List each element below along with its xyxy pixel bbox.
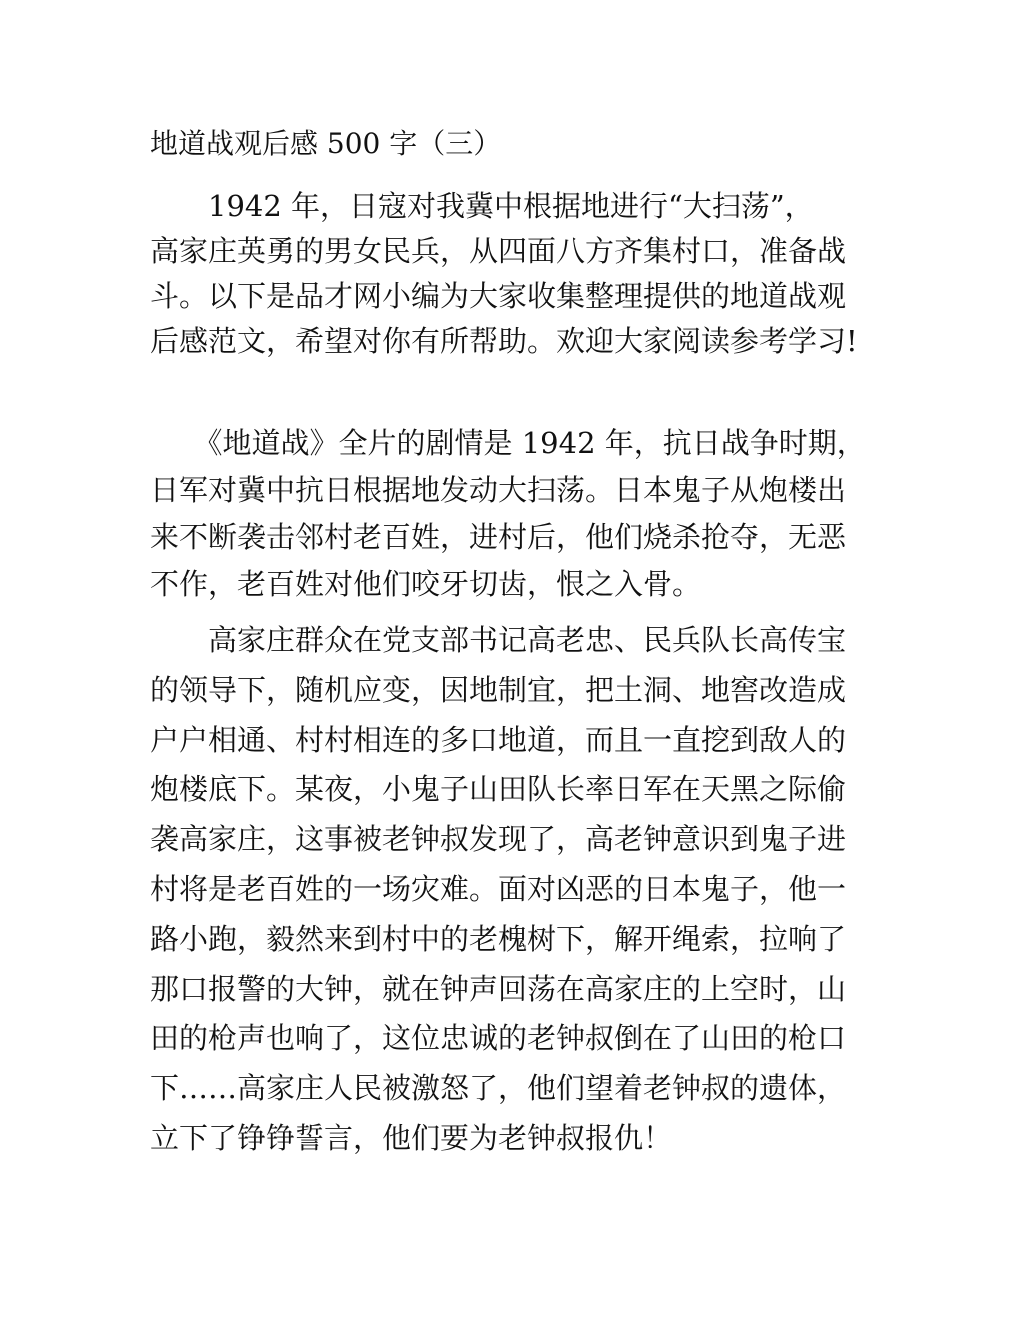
text-line: 村将是老百姓的一场灾难。面对凶恶的日本鬼子，他一 — [150, 871, 847, 906]
text-line: 斗。以下是品才网小编为大家收集整理提供的地道战观 — [150, 279, 847, 313]
text-line: 田的枪声也响了，这位忠诚的老钟叔倒在了山田的枪口 — [150, 1021, 847, 1056]
text-line: 的领导下，随机应变，因地制宜，把土洞、地窖改造成 — [150, 672, 847, 707]
paragraph-plot — [150, 420, 866, 608]
text-line: 来不断袭击邻村老百姓，进村后，他们烧杀抢夺，无恶 — [150, 520, 847, 554]
text-line: 那口报警的大钟，就在钟声回荡在高家庄的上空时，山 — [150, 971, 847, 1006]
paragraph-intro — [150, 184, 858, 364]
text-line: 日军对冀中抗日根据地发动大扫荡。日本鬼子从炮楼出 — [150, 473, 847, 507]
text-line: 《地道战》全片的剧情是 1942 年，抗日战争时期， — [150, 426, 866, 460]
text-line: 路小跑，毅然来到村中的老槐树下，解开绳索，拉响了 — [150, 921, 847, 956]
text-line: 高家庄英勇的男女民兵，从四面八方齐集村口，准备战 — [150, 234, 847, 268]
text-line: 户户相通、村村相连的多口地道，而且一直挖到敌人的 — [150, 722, 847, 757]
text-line: 后感范文，希望对你有所帮助。欢迎大家阅读参考学习! — [150, 324, 858, 358]
text-line: 立下了铮铮誓言，他们要为老钟叔报仇！ — [150, 1120, 673, 1155]
text-line: 1942 年，日寇对我冀中根据地进行“大扫荡”， — [150, 189, 814, 223]
document-title: 地道战观后感 500 字（三） — [150, 127, 502, 160]
text-line: 袭高家庄，这事被老钟叔发现了，高老钟意识到鬼子进 — [150, 822, 847, 857]
paragraph-story — [150, 616, 846, 1164]
text-line: 下……高家庄人民被激怒了，他们望着老钟叔的遗体， — [150, 1071, 847, 1106]
text-line: 炮楼底下。某夜，小鬼子山田队长率日军在天黑之际偷 — [150, 772, 847, 807]
text-line: 不作，老百姓对他们咬牙切齿，恨之入骨。 — [150, 567, 702, 601]
text-line: 高家庄群众在党支部书记高老忠、民兵队长高传宝 — [150, 623, 847, 657]
